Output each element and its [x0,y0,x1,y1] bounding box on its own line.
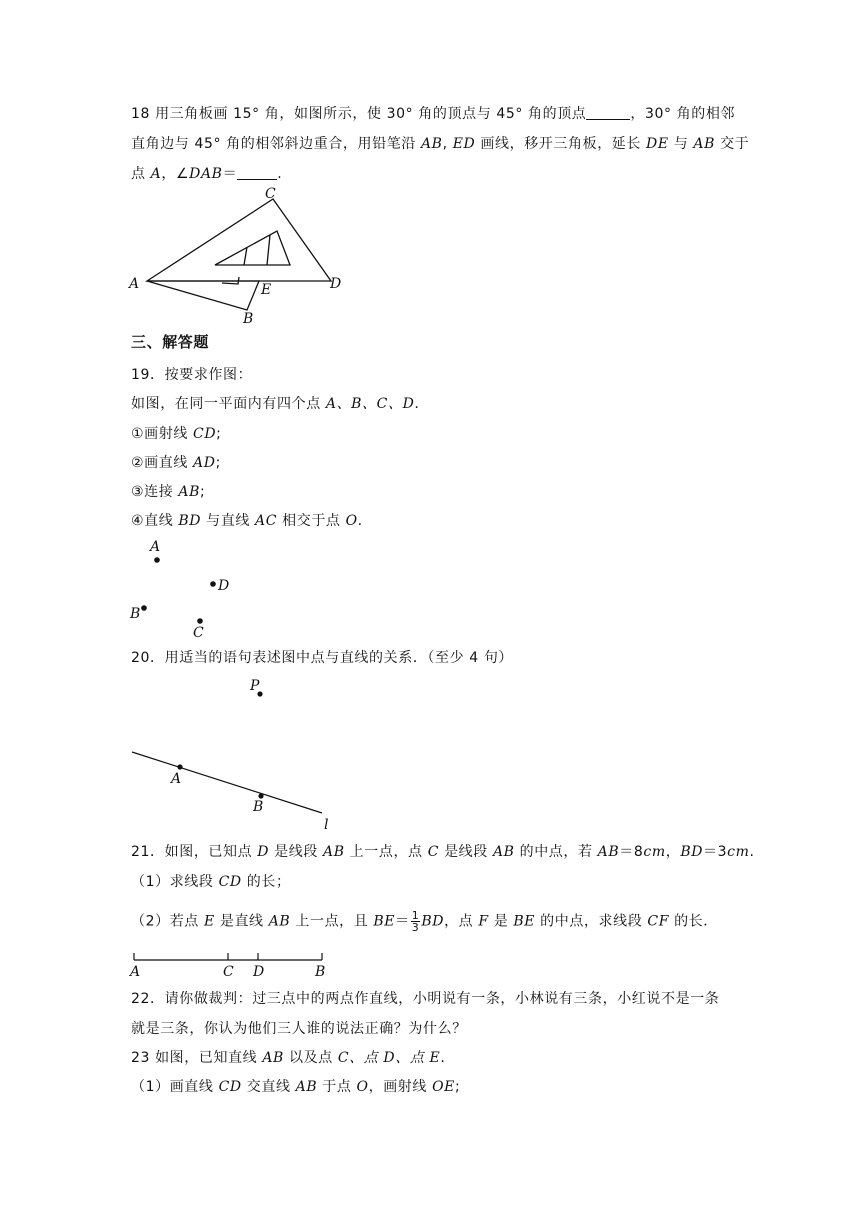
q21-math: F [478,913,489,930]
q19-text: 与直线 [201,513,256,529]
q21-math: AB [597,844,620,860]
q23-part-1 [131,1077,460,1097]
q21-part-1 [131,872,291,892]
q18-inner-triangle [215,231,290,265]
q21-math: CF [647,913,670,930]
q21-text: 的长． [669,913,718,930]
q19-title: 19．按要求作图： [131,367,253,383]
q19-point-d [210,581,216,587]
q19-math: A、B、C、D [325,396,415,412]
q21-label-b: B [315,964,326,980]
q22-line1: 22．请你做裁判：过三点中的两点作直线，小明说有一条，小林说有三条，小红说不是一条 [131,991,720,1007]
q19-points-figure [125,538,235,642]
q18-text: ＝ [222,166,238,182]
q21-label-a: A [130,964,141,980]
q19-text: 如图，在同一平面内有四个点 [131,396,326,412]
q21-text: ＝3 [703,844,728,860]
q21-text: 是线段 [439,844,493,860]
q18-label-b: B [243,311,254,325]
q21-math: E [203,913,215,930]
q21-math: AB [323,844,345,860]
q19-math: O [345,513,358,529]
q21-text: . [749,844,755,860]
q19-step-2 [131,453,221,473]
q18-math: AB [420,136,443,152]
q18-label-d: D [330,276,342,292]
q20-line-figure [128,675,343,835]
q21-text: 上一点，且 [290,913,374,930]
q23-text: . [440,1050,446,1066]
q20-point-a [177,764,182,769]
q18-text: 与 [668,136,694,152]
q23-math: OE [432,1079,455,1095]
q21-segment-figure [128,948,338,982]
q21-label-c: C [223,964,234,980]
q18-line3 [131,164,282,184]
q23-text: 于点 [317,1079,357,1095]
q18-inner-line [244,247,247,265]
q20-label-p: P [250,678,260,694]
q18-math: AB [693,136,716,152]
q18-text: 18 用三角板画 15° 角，如图所示，使 30° 角的顶点与 45° 角的顶点 [131,106,587,122]
q21-text: ， [665,844,681,860]
q19-text: ①画射线 [131,426,194,442]
q18-blank-2 [237,165,277,180]
q19-math: CD [193,426,217,442]
q23-text: 23 如图，已知直线 [131,1050,263,1066]
q18-text: 画线，移开三角板，延长 [475,136,647,152]
q23-text: ; [454,1079,461,1095]
q20-point-b [258,793,263,798]
q20-label-a: A [171,771,182,787]
q19-text: ③连接 [131,484,179,500]
q23-text: 交直线 [241,1079,296,1095]
q21-text: （2）若点 [131,913,204,930]
q19-label-d: D [218,578,230,594]
q21-math: AB [492,844,515,860]
q23-math: C、点 D、点 E [337,1050,441,1066]
q21-text: ，点 [444,913,479,930]
q18-line2 [131,134,749,154]
q23-line1 [131,1048,445,1068]
q23-math: AB [262,1050,284,1066]
q21-label-d: D [253,964,265,980]
q21-text: 的中点，求线段 [535,913,648,930]
q21-math: D [257,844,270,860]
q18-label-c: C [265,186,276,202]
q18-text: ，∠ [161,166,190,182]
q21-text: ＝8 [619,844,644,860]
q19-text: ④直线 [131,513,179,529]
q18-math: DAB [189,166,223,182]
q21-math: AB [268,913,291,930]
q20-label-b: B [253,799,264,815]
q19-point-b [141,605,147,611]
q19-math: AC [255,513,278,529]
q21-math: BE [513,913,536,930]
q23-text: ，画射线 [368,1079,433,1095]
q21-text: 是直线 [214,913,269,930]
q21-math: BE [373,913,396,930]
q21-math: C [427,844,440,860]
q19-point-a [154,557,160,563]
q19-label-c: C [193,625,204,641]
q18-text: ，30° 角的相邻 [630,106,736,122]
q23-math: O [356,1079,369,1095]
q19-intro [131,394,419,414]
q21-text: ＝ [395,913,410,930]
q21-part-2 [131,910,718,933]
q18-triangle-figure [125,185,355,325]
q21-math: CD [218,874,242,890]
q21-text: 的长； [241,874,291,890]
q19-text: ; [216,426,222,442]
q18-math: A [150,166,162,182]
q18-text: 直角边与 45° 角的相邻斜边重合，用铅笔沿 [131,136,421,152]
q21-text: 是 [488,913,514,930]
q23-text: 以及点 [283,1050,338,1066]
q21-text: 是线段 [269,844,323,860]
q18-text: , [442,136,453,152]
q19-label-b: B [130,606,141,622]
q18-math: DE [646,136,669,152]
q21-fraction [411,910,421,933]
q19-text: 相交于点 [277,513,346,529]
q19-label-a: A [150,539,161,555]
q23-math: AB [295,1079,318,1095]
q19-step-1 [131,424,221,444]
q20-text: 20．用适当的语句表述图中点与直线的关系．（至少 4 句） [131,650,514,666]
q21-text: 上一点，点 [344,844,428,860]
q19-text: ②画直线 [131,455,194,471]
q19-text: . [357,513,363,529]
q18-text: 点 [131,166,151,182]
q21-text: 的中点，若 [514,844,598,860]
q18-label-e: E [261,282,272,298]
section-heading: 三、解答题 [131,333,210,351]
q18-label-a: A [129,276,140,292]
q18-math: ED [452,136,476,152]
q20-line-l [132,752,322,813]
q21-fraction-denominator: 3 [411,921,420,934]
q21-math: BD [680,844,704,860]
q18-text: . [277,166,283,182]
q21-line1 [131,842,755,862]
q18-triangle-45 [147,281,259,310]
q21-text: （1）求线段 [131,874,219,890]
q20-label-l: l [324,817,329,833]
q19-step-4 [131,511,363,531]
q18-line1 [131,104,735,124]
q22-line2: 就是三条，你认为他们三人谁的说法正确？为什么？ [131,1021,467,1037]
q21-text: 21．如图，已知点 [131,844,258,860]
q21-math: cm [643,844,666,860]
q23-math: CD [218,1079,242,1095]
q19-point-c [197,618,203,624]
q19-text: . [414,396,420,412]
q18-blank-1 [586,105,630,120]
q21-math: BD [421,913,445,930]
q19-math: BD [178,513,202,529]
q21-math: cm [727,844,750,860]
q18-triangle-30 [147,199,331,281]
q19-text: ; [215,455,221,471]
q18-text: 交于 [715,136,750,152]
q18-inner-line [267,235,270,265]
q23-text: （1）画直线 [131,1079,219,1095]
q19-math: AD [193,455,216,471]
q21-fraction-numerator: 1 [411,909,420,922]
q19-text: ; [200,484,206,500]
q19-step-3 [131,482,205,502]
q19-math: AB [178,484,201,500]
